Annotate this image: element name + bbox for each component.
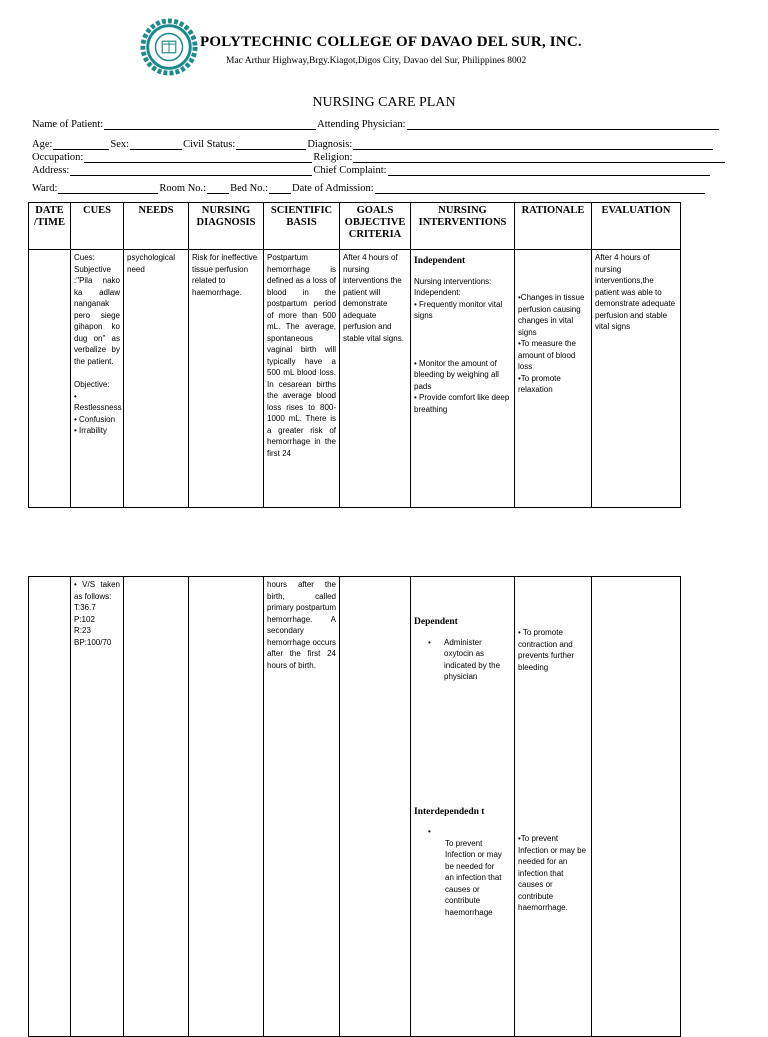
cell-evaluation: After 4 hours of nursing interventions,the patient was able to demonstrate adequate perfusion and stable vital signs xyxy=(592,250,681,508)
col-rationale: RATIONALE xyxy=(515,203,592,250)
cell-goals xyxy=(340,577,411,1037)
cues-bullet: • Confusion xyxy=(74,414,116,424)
cues-resp: R:23 xyxy=(74,626,91,635)
cues-objective: Objective: xyxy=(74,380,110,389)
cues-pulse: P:102 xyxy=(74,614,95,624)
col-cues: CUES xyxy=(71,203,124,250)
cell-interventions xyxy=(411,250,515,508)
intervention-intro: Nursing interventions: xyxy=(414,276,492,286)
label-date-of-admission: Date of Admission: xyxy=(292,183,374,194)
field-religion[interactable] xyxy=(353,152,725,163)
field-occupation[interactable] xyxy=(84,152,312,163)
cues-label: Cues: xyxy=(74,253,95,262)
form-row-address xyxy=(32,165,711,176)
form-row-occupation xyxy=(32,152,726,163)
dependent-item-row xyxy=(414,637,511,683)
cell-basis: Postpartum hemorrhage is defined as a loss of blood in the postpartum period of more than 500 mL. The average, spontaneous vaginal birth will typically have a 500 mL blood loss. In cesarean births the average blood loss rises to 800-1000 mL. There is a greater risk of hemorrhage in the first 24 xyxy=(264,250,340,508)
field-chief-complaint[interactable] xyxy=(388,165,710,176)
rationale-item: •Changes in tissue perfusion causing changes in vital signs xyxy=(518,293,585,337)
intervention-item: • Provide comfort like deep breathing xyxy=(414,393,510,414)
label-religion: Religion: xyxy=(313,152,353,163)
field-date-of-admission[interactable] xyxy=(375,183,705,194)
col-date: DATE /TIME xyxy=(29,203,71,250)
field-bed-no[interactable] xyxy=(269,183,291,194)
field-room-no[interactable] xyxy=(207,183,229,194)
dependent-heading: Dependent xyxy=(414,617,458,627)
dependent-rationale: • To promote contraction and prevents further bleeding xyxy=(518,628,575,672)
field-civil-status[interactable] xyxy=(236,139,306,150)
cell-needs: psychological need xyxy=(124,250,189,508)
rationale-item: •To promote relaxation xyxy=(518,373,561,394)
label-sex: Sex: xyxy=(110,139,130,150)
label-name-of-patient: Name of Patient: xyxy=(32,119,104,130)
intervention-item: • Frequently monitor vital signs xyxy=(414,299,503,320)
interdependent-item: To prevent Infection or may be needed for an infection that causes or contribute haemorrhage xyxy=(445,838,502,917)
cell-evaluation xyxy=(592,577,681,1037)
independent-heading: Independent xyxy=(414,256,466,266)
label-age: Age: xyxy=(32,139,53,150)
cell-diagnosis: Risk for ineffective tissue perfusion related to haemorrhage. xyxy=(189,250,264,508)
school-name: POLYTECHNIC COLLEGE OF DAVAO DEL SUR, INC. xyxy=(200,34,582,50)
cell-needs xyxy=(124,577,189,1037)
cell-rationale xyxy=(515,577,592,1037)
col-evaluation: EVALUATION xyxy=(592,203,681,250)
rationale-item: •To measure the amount of blood loss xyxy=(518,339,576,371)
intervention-item: • Monitor the amount of bleeding by weighing all pads xyxy=(414,358,499,391)
label-diagnosis: Diagnosis: xyxy=(307,139,353,150)
cues-bullet: • Irrability xyxy=(74,426,108,435)
field-address[interactable] xyxy=(70,165,312,176)
school-address: Mac Arthur Highway,Brgy.Kiagot,Digos City, Davao del Sur, Philippines 8002 xyxy=(226,56,527,66)
label-room-no: Room No.: xyxy=(159,183,207,194)
label-occupation: Occupation: xyxy=(32,152,84,163)
table-row xyxy=(29,577,681,1037)
table-row xyxy=(29,250,681,508)
label-chief-complaint: Chief Complaint: xyxy=(313,165,387,176)
form-row-age xyxy=(32,139,714,150)
col-diagnosis: NURSING DIAGNOSIS xyxy=(189,203,264,250)
field-attending-physician[interactable] xyxy=(407,119,719,130)
form-row-ward xyxy=(32,183,706,194)
col-goals: GOALS OBJECTIVE CRITERIA xyxy=(340,203,411,250)
form-row-patient xyxy=(32,119,720,130)
field-age[interactable] xyxy=(53,139,109,150)
school-logo xyxy=(140,18,198,76)
label-civil-status: Civil Status: xyxy=(183,139,236,150)
cell-basis: hours after the birth, called primary postpartum hemorrhage. A secondary hemorrhage occurs after the first 24 hours of birth. xyxy=(264,577,340,1037)
label-ward: Ward: xyxy=(32,183,58,194)
document-title: NURSING CARE PLAN xyxy=(312,95,456,110)
cell-cues xyxy=(71,577,124,1037)
cues-bullet: • Restlessness xyxy=(74,391,122,412)
intervention-intro: Independent: xyxy=(414,288,461,297)
label-address: Address: xyxy=(32,165,70,176)
care-plan-table-page2 xyxy=(28,576,681,1037)
field-diagnosis[interactable] xyxy=(353,139,713,150)
cues-subjective: Subjective :"Pila nako ka adlaw nanganak pero siege gihapon ko dug on" as verbalize by the patient. xyxy=(74,264,120,366)
care-plan-table-page1 xyxy=(28,202,681,508)
cues-vital-signs: • V/S taken as follows: xyxy=(74,580,120,601)
cell-interventions xyxy=(411,577,515,1037)
interdependent-rationale: •To prevent Infection or may be needed for an infection that causes or contribute haemorrhage. xyxy=(518,834,587,912)
col-needs: NEEDS xyxy=(124,203,189,250)
cues-bp: BP:100/70 xyxy=(74,637,112,647)
header-row xyxy=(29,203,681,250)
cell-goals: After 4 hours of nursing interventions the patient will demonstrate adequate perfusion and stable vital signs. xyxy=(340,250,411,508)
col-basis: SCIENTIFIC BASIS xyxy=(264,203,340,250)
bullet-icon: • xyxy=(428,637,431,647)
cell-date xyxy=(29,577,71,1037)
interdependent-heading: Interdependedn t xyxy=(414,806,485,817)
col-interventions: NURSING INTERVENTIONS xyxy=(411,203,515,250)
field-sex[interactable] xyxy=(130,139,182,150)
field-name-of-patient[interactable] xyxy=(104,119,316,130)
cell-diagnosis xyxy=(189,577,264,1037)
cues-temp: T:36.7 xyxy=(74,603,96,612)
cell-cues xyxy=(71,250,124,508)
interdependent-bullet: • xyxy=(428,827,431,836)
cell-date xyxy=(29,250,71,508)
dependent-item: Administer oxytocin as indicated by the physician xyxy=(444,637,501,681)
label-bed-no: Bed No.: xyxy=(230,183,268,194)
label-attending-physician: Attending Physician: xyxy=(317,119,406,130)
cell-rationale xyxy=(515,250,592,508)
field-ward[interactable] xyxy=(58,183,158,194)
